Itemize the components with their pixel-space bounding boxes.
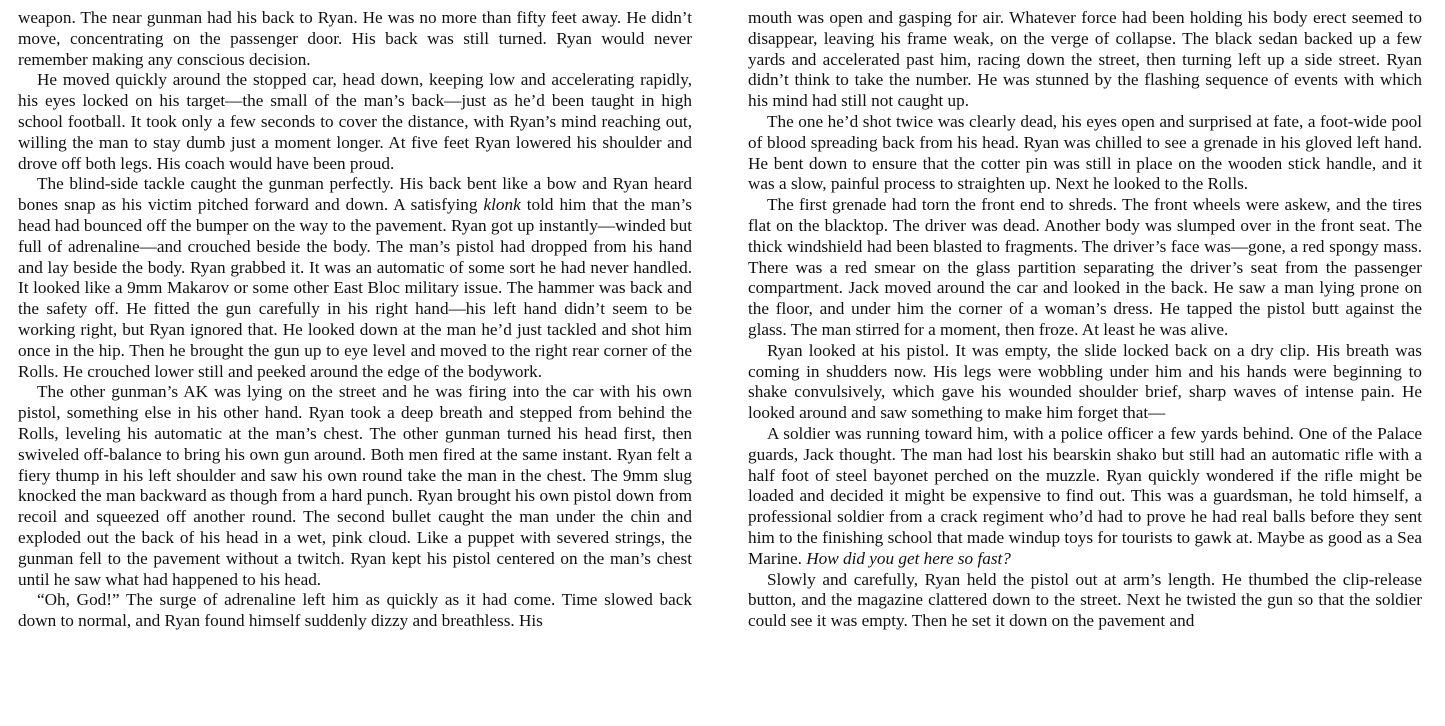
paragraph [748,424,1422,570]
italic-text-run: klonk [483,195,521,215]
text-run: The other gunman’s AK was lying on the street and he was firing into the car with his own pistol, something else in his other hand. Ryan took a deep breath and stepped from behind the Rolls, leveling his automatic at the man’s chest. The other gunman turned his head first, then swiveled off-balance to bring his own gun around. Both men fired at the same instant. Ryan felt a fiery thump in his left shoulder and saw his own round take the man in the chest. The 9mm slug knocked the man backward as though from a hard punch. Ryan brought his own pistol down from recoil and squeezed off another round. The second bullet caught the man under the chin and exploded out the back of his head in a wet, pink cloud. Like a puppet with severed strings, the gunman fell to the pavement without a twitch. Ryan kept his pistol centered on the man’s chest until he saw what had happened to his head. [18,382,692,589]
paragraph [748,570,1422,632]
italic-text-run: How did you get here so fast? [806,548,1011,568]
left-text-column [18,8,692,632]
text-run: “Oh, God!” The surge of adrenaline left him as quickly as it had come. Time slowed back down to normal, and Ryan found himself suddenly dizzy and breathless. His [18,590,692,631]
paragraph [18,70,692,174]
text-run: The one he’d shot twice was clearly dead, his eyes open and surprised at fate, a foot-wide pool of blood spreading back from his head. Ryan was chilled to see a grenade in his gloved left hand. He bent down to ensure that the cotter pin was still in place on the wooden stick handle, and it was a slow, painful process to straighten up. Next he looked to the Rolls. [748,111,1422,194]
text-run: mouth was open and gasping for air. Whatever force had been holding his body erect seemed to disappear, leaving his frame weak, on the verge of collapse. The black sedan backed up a few yards and accelerated past him, racing down the street, then turning left up a side street. Ryan didn’t think to take the number. He was stunned by the flashing sequence of events with which his mind had still not caught up. [748,8,1422,111]
text-run: Ryan looked at his pistol. It was empty, the slide locked back on a dry clip. His breath was coming in shudders now. His legs were wobbling under him and his hands were beginning to shake convulsively, which gave his wounded shoulder brief, sharp waves of intense pain. He looked around and saw something to make him forget that— [748,340,1422,423]
right-text-column [748,8,1422,632]
paragraph [748,341,1422,424]
paragraph [748,195,1422,341]
text-run: The blind-side tackle caught the gunman perfectly. His back bent like a bow and Ryan heard bones snap as his victim pitched forward and down. A satisfying [18,174,692,215]
paragraph [18,382,692,590]
text-run: A soldier was running toward him, with a police officer a few yards behind. One of the Palace guards, Jack thought. The man had lost his bearskin shako but still had an automatic rifle with a half foot of steel bayonet perched on the muzzle. Ryan quickly wondered if the rifle might be loaded and decided it might be expensive to find out. This was a guardsman, he told himself, a professional soldier from a crack regiment who’d had to prove he had real balls before they sent him to the finishing school that made windup toys for tourists to gawk at. Maybe as good as a Sea Marine. [748,423,1422,568]
text-run: weapon. The near gunman had his back to Ryan. He was no more than fifty feet away. He didn’t move, concentrating on the passenger door. His back was still turned. Ryan would never remember making any conscious decision. [18,8,692,69]
paragraph [18,174,692,382]
paragraph [18,590,692,632]
paragraph [748,112,1422,195]
text-run: Slowly and carefully, Ryan held the pistol out at arm’s length. He thumbed the clip-release button, and the magazine clattered down to the street. Next he twisted the gun so that the soldier could see it was empty. Then he set it down on the pavement and [748,569,1422,631]
paragraph [18,8,692,70]
text-run: The first grenade had torn the front end to shreds. The front wheels were askew, and the tires flat on the blacktop. The driver was dead. Another body was slumped over in the front seat. The thick windshield had been blasted to fragments. The driver’s face was—gone, a red spongy mass. There was a red smear on the glass partition separating the driver’s seat from the passenger compartment. Jack moved around the car and looked in the back. He saw a man lying prone on the floor, and under him the corner of a woman’s dress. He tapped the pistol butt against the glass. The man stirred for a moment, then froze. At least he was alive. [748,195,1422,339]
text-run: told him that the man’s head had bounced off the bumper on the way to the pavement. Ryan got up instantly—winded but full of adrenaline—and crouched beside the body. The man’s pistol had dropped from his hand and lay beside the body. Ryan grabbed it. It was an automatic of some sort he had never handled. It looked like a 9mm Makarov or some other East Bloc military issue. The hammer was back and the safety off. He fitted the gun carefully in his right hand—his left hand didn’t seem to be working right, but Ryan ignored that. He looked down at the man he’d just tackled and shot him once in the hip. Then he brought the gun up to eye level and moved to the right rear corner of the Rolls. He crouched lower still and peeked around the edge of the bodywork. [18,195,692,381]
paragraph [748,8,1422,112]
text-run: He moved quickly around the stopped car, head down, keeping low and accelerating rapidly, his eyes locked on his target—the small of the man’s back—just as he’d been taught in high school football. It took only a few seconds to cover the distance, with Ryan’s mind reaching out, willing the man to stay dumb just a moment longer. At five feet Ryan lowered his shoulder and drove off both legs. His coach would have been proud. [18,70,692,173]
